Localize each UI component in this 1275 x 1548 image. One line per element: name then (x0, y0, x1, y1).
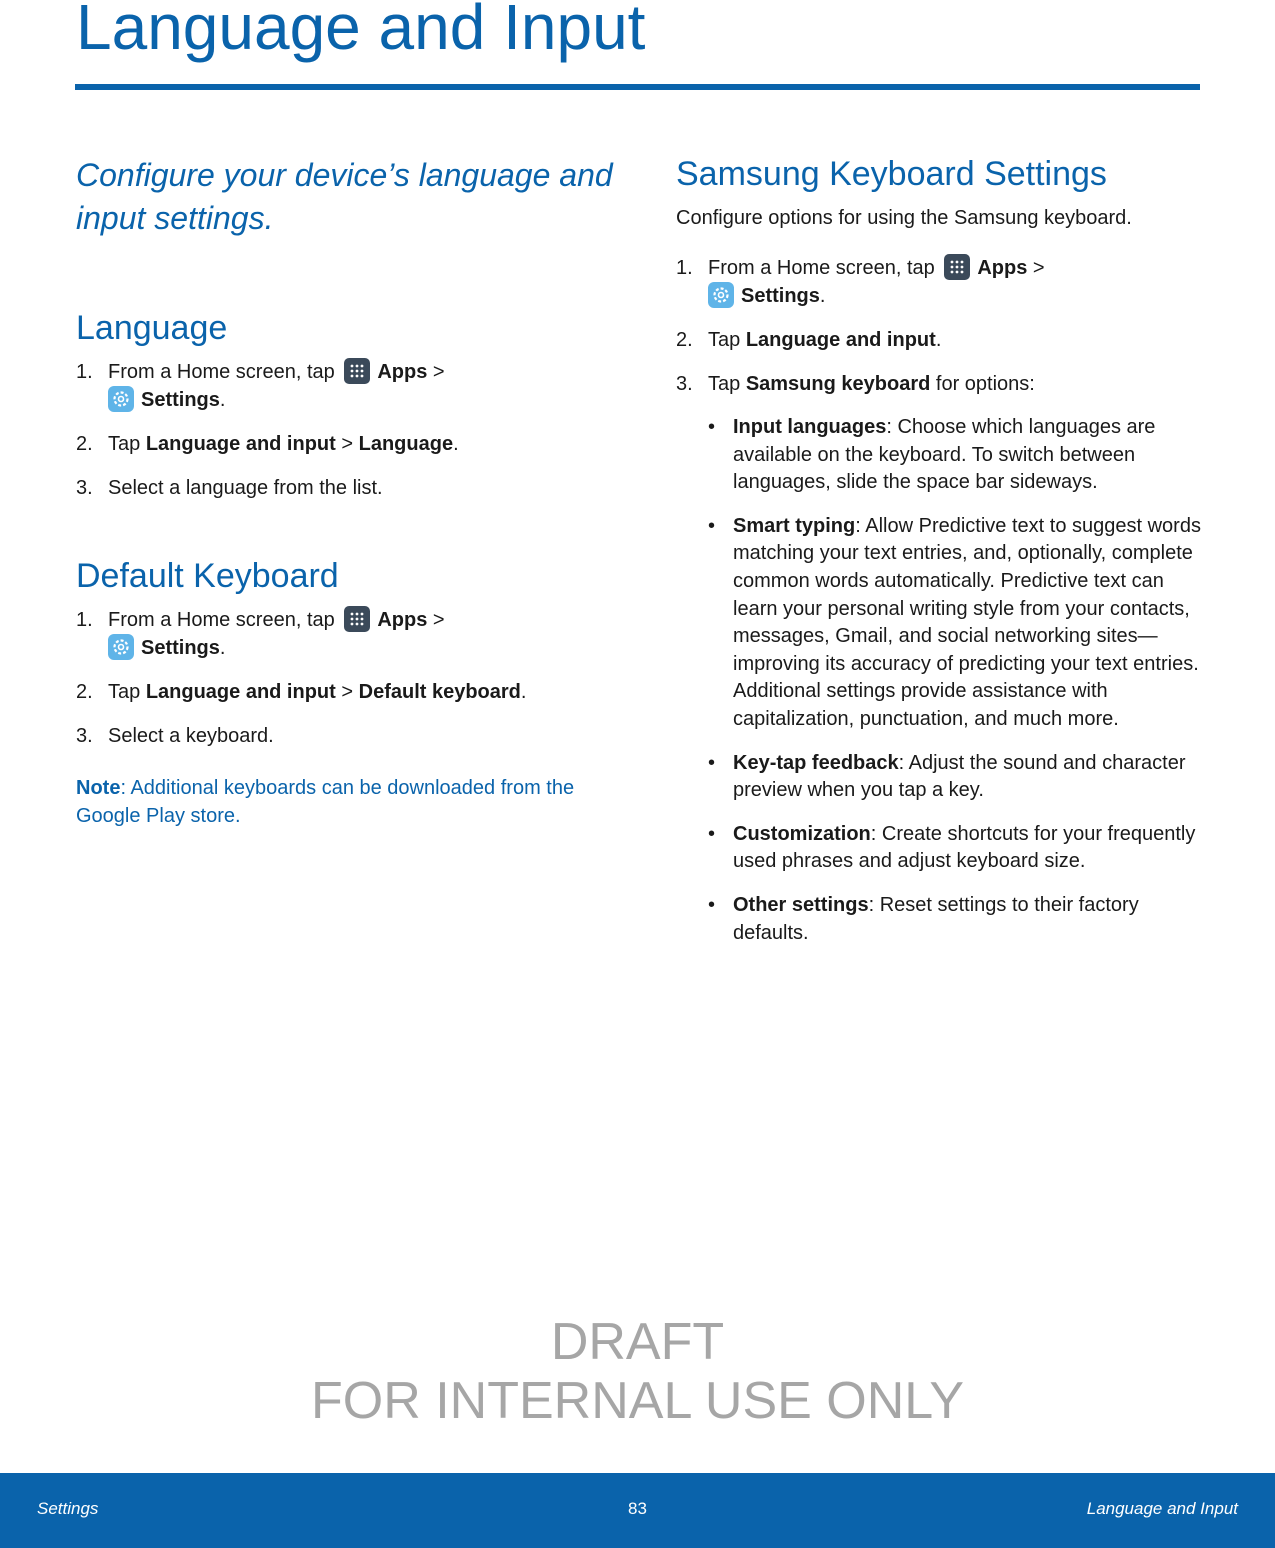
footer-section-link: Settings (37, 1499, 99, 1518)
period: . (219, 637, 226, 659)
period: . (453, 433, 459, 455)
step-text: Tap (108, 433, 141, 455)
bullet: • (708, 893, 716, 916)
option-smart-typing (676, 513, 1206, 734)
menu-path-1: Samsung keyboard (745, 373, 931, 395)
title-rule (75, 84, 1200, 90)
language-steps (76, 358, 616, 502)
step-text: Select a keyboard. (108, 725, 274, 747)
step-text: Select a language from the list. (108, 477, 383, 499)
step-number: 1. (676, 257, 693, 279)
samsung-keyboard-steps (676, 254, 1206, 398)
bullet: • (708, 751, 716, 774)
page-number: 83 (628, 1499, 647, 1518)
apps-grid-icon (344, 606, 370, 632)
menu-path-1: Language and input (745, 329, 936, 351)
default-keyboard-steps (76, 606, 616, 750)
step-text: Tap (108, 681, 141, 703)
language-step-3 (76, 474, 616, 502)
step-number: 3. (76, 725, 93, 747)
default-keyboard-heading: Default Keyboard (76, 557, 339, 595)
option-text: : Create shortcuts for your frequently used phrases and adjust keyboard size. (733, 822, 1196, 873)
settings-gear-icon (108, 634, 134, 660)
option-term: Input languages (733, 416, 887, 438)
option-other-settings (676, 892, 1206, 947)
period: . (219, 389, 226, 411)
option-term: Key-tap feedback (733, 751, 899, 774)
option-customization (676, 821, 1206, 876)
page-footer (0, 1473, 1275, 1548)
period: . (520, 681, 527, 703)
language-step-1 (76, 358, 616, 414)
step-text: Tap (708, 329, 741, 351)
period: . (819, 285, 826, 307)
language-heading: Language (76, 309, 228, 347)
settings-gear-icon (708, 282, 734, 308)
draft-watermark: DRAFT (550, 1313, 725, 1371)
menu-path-2: Language (358, 433, 454, 455)
language-step-2 (76, 430, 616, 458)
option-term: Customization (733, 822, 871, 845)
step-text: From a Home screen, tap (108, 361, 335, 383)
right-column (676, 150, 1206, 947)
note-label: Note (76, 777, 121, 799)
settings-gear-icon (108, 386, 134, 412)
step-text: From a Home screen, tap (708, 257, 935, 279)
default-keyboard-step-1 (76, 606, 616, 662)
samsung-keyboard-step-3 (676, 370, 1206, 398)
separator: > (341, 433, 354, 455)
option-input-languages (676, 414, 1206, 497)
step-number: 2. (76, 681, 93, 703)
step-number: 2. (76, 433, 93, 455)
samsung-keyboard-description: Configure options for using the Samsung keyboard. (676, 207, 1132, 229)
option-text: : Adjust the sound and character preview when you tap a key. (733, 751, 1186, 802)
apps-label: Apps (377, 609, 428, 631)
default-keyboard-step-3 (76, 722, 616, 750)
step-number: 1. (76, 609, 93, 631)
apps-label: Apps (977, 257, 1028, 279)
bullet: • (708, 822, 716, 845)
menu-path-1: Language and input (145, 681, 336, 703)
separator: > (1032, 257, 1045, 279)
note (76, 774, 616, 830)
apps-grid-icon (944, 254, 970, 280)
option-term: Smart typing (733, 514, 856, 537)
option-key-tap-feedback (676, 750, 1206, 805)
settings-label: Settings (741, 285, 820, 307)
footer-chapter-title: Language and Input (1086, 1499, 1238, 1518)
step-text-end: for options: (935, 373, 1035, 395)
period: . (935, 329, 942, 351)
keyboard-options-list (676, 414, 1206, 947)
internal-use-watermark: FOR INTERNAL USE ONLY (311, 1372, 964, 1430)
separator: > (341, 681, 354, 703)
apps-grid-icon (344, 358, 370, 384)
page-title: Language and Input (76, 0, 646, 63)
bullet: • (708, 514, 716, 537)
samsung-keyboard-heading: Samsung Keyboard Settings (676, 155, 1107, 193)
bullet: • (708, 416, 716, 438)
step-text: Tap (708, 373, 741, 395)
option-text: : Reset settings to their factory defaults. (733, 893, 1139, 944)
option-text: : Choose which languages are available on the keyboard. To switch between languages, slide the space bar sideways. (733, 416, 1156, 494)
step-number: 1. (76, 361, 93, 383)
samsung-keyboard-step-2 (676, 326, 1206, 354)
separator: > (432, 609, 445, 631)
separator: > (432, 361, 445, 383)
settings-label: Settings (141, 389, 220, 411)
step-number: 3. (676, 373, 693, 395)
intro-text: Configure your device’s language and input settings. (76, 157, 613, 236)
step-number: 2. (676, 329, 693, 351)
step-text: From a Home screen, tap (108, 609, 335, 631)
apps-label: Apps (377, 361, 428, 383)
samsung-keyboard-step-1 (676, 254, 1206, 310)
option-text: : Allow Predictive text to suggest words matching your text entries, and, optionally, complete common words automatically. Predictive text can learn your personal writing style from your contacts, messages, Gmail, and social networking sites—improving its accuracy of predicting your text entries. Additional settings provide assistance with capitalization, punctuation, and much more. (733, 514, 1201, 730)
settings-label: Settings (141, 637, 220, 659)
left-column (76, 150, 616, 830)
step-number: 3. (76, 477, 93, 499)
note-text: : Additional keyboards can be downloaded from the Google Play store. (76, 777, 575, 827)
menu-path-1: Language and input (145, 433, 336, 455)
default-keyboard-step-2 (76, 678, 616, 706)
menu-path-2: Default keyboard (358, 681, 521, 703)
option-term: Other settings (733, 893, 869, 916)
